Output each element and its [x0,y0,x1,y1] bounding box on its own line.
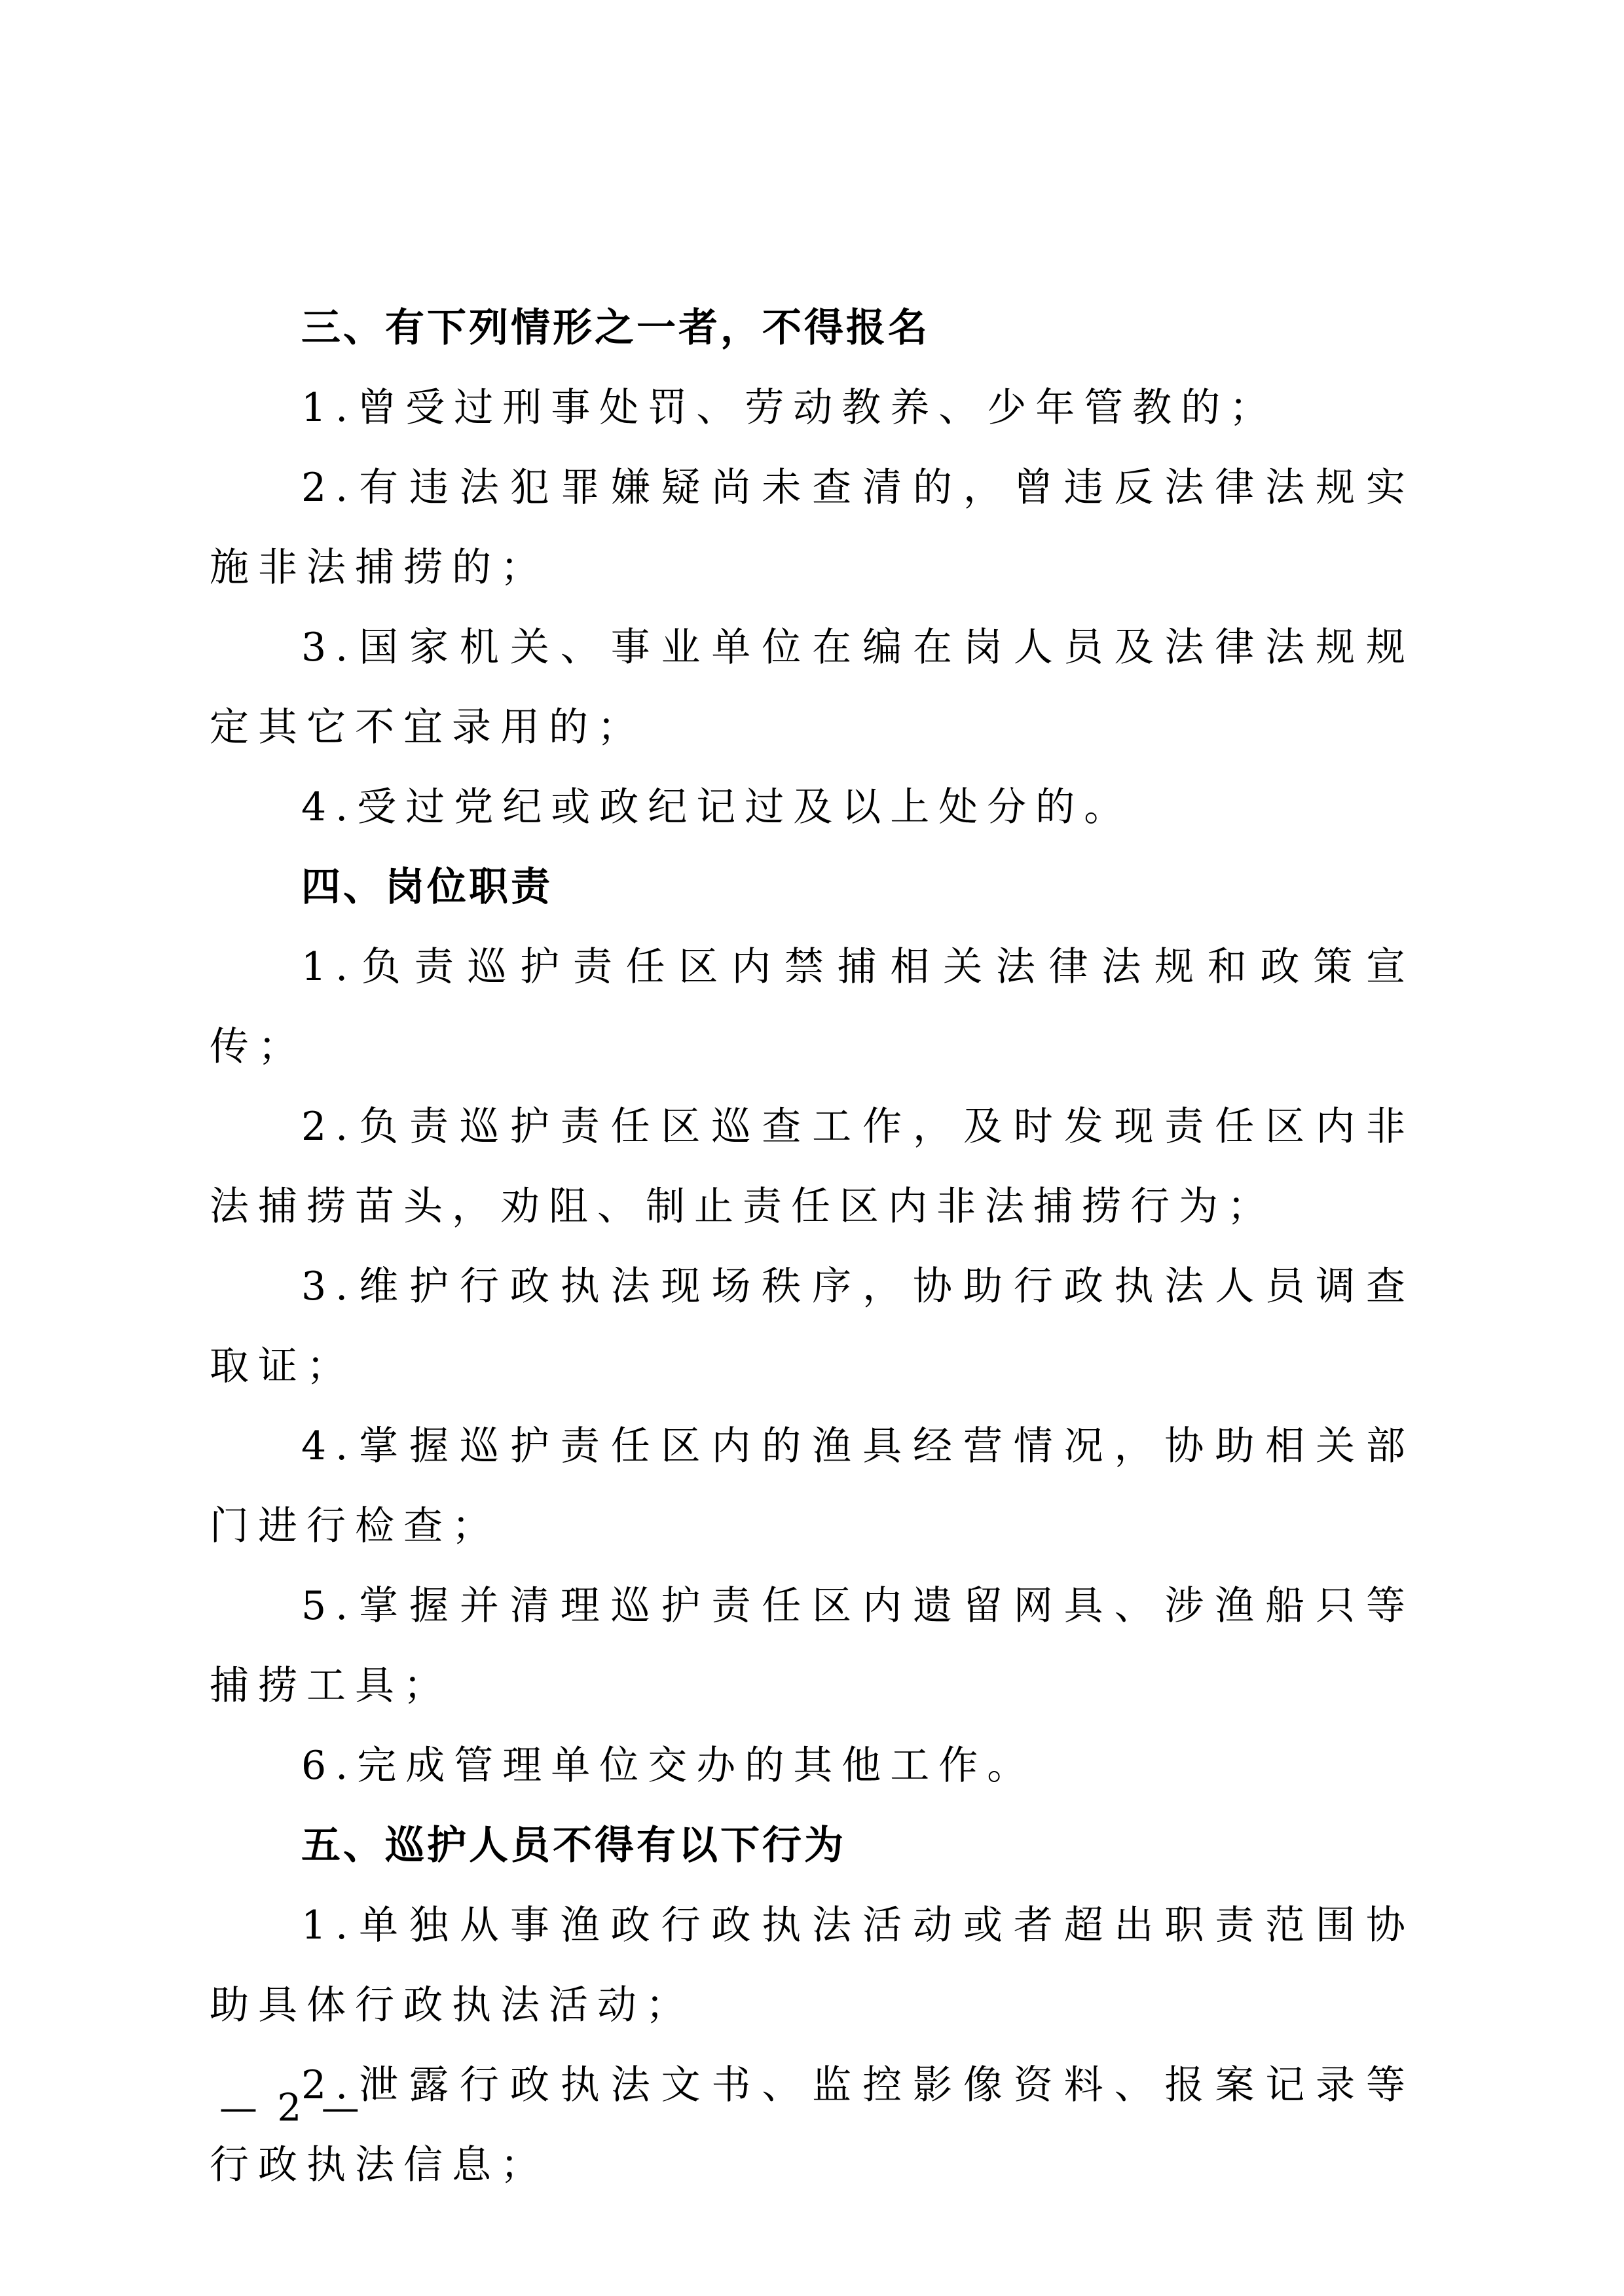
section-heading-3: 三、有下列情形之一者，不得报名 [301,305,930,351]
page-number: — 2 — [219,2085,363,2130]
list-item: 2.有违法犯罪嫌疑尚未查清的，曾违反法律法规实施非法捕捞的； [210,465,1414,591]
list-item: 4.掌握巡护责任区内的渔具经营情况，协助相关部门进行检查； [210,1423,1414,1549]
document-body [210,288,1414,2205]
section-heading-4: 四、岗位职责 [301,864,553,910]
list-item: 2.负责巡护责任区巡查工作，及时发现责任区内非法捕捞苗头，劝阻、制止责任区内非法捕捞行为； [210,1104,1414,1230]
list-item: 4.受过党纪或政纪记过及以上处分的。 [301,784,1133,830]
list-item: 6.完成管理单位交办的其他工作。 [301,1743,1036,1789]
list-item: 3.国家机关、事业单位在编在岗人员及法律法规规定其它不宜录用的； [210,625,1414,750]
list-item: 1.负责巡护责任区内禁捕相关法律法规和政策宣传； [210,944,1414,1070]
list-item: 1.曾受过刑事处罚、劳动教养、少年管教的； [301,385,1278,431]
list-item: 2.泄露行政执法文书、监控影像资料、报案记录等行政执法信息； [210,2062,1414,2188]
list-item: 5.掌握并清理巡护责任区内遗留网具、涉渔船只等捕捞工具； [210,1583,1414,1709]
section-heading-5: 五、巡护人员不得有以下行为 [301,1823,846,1868]
list-item: 3.维护行政执法现场秩序，协助行政执法人员调查取证； [210,1264,1414,1389]
list-item: 1.单独从事渔政行政执法活动或者超出职责范围协助具体行政执法活动； [210,1903,1414,2028]
